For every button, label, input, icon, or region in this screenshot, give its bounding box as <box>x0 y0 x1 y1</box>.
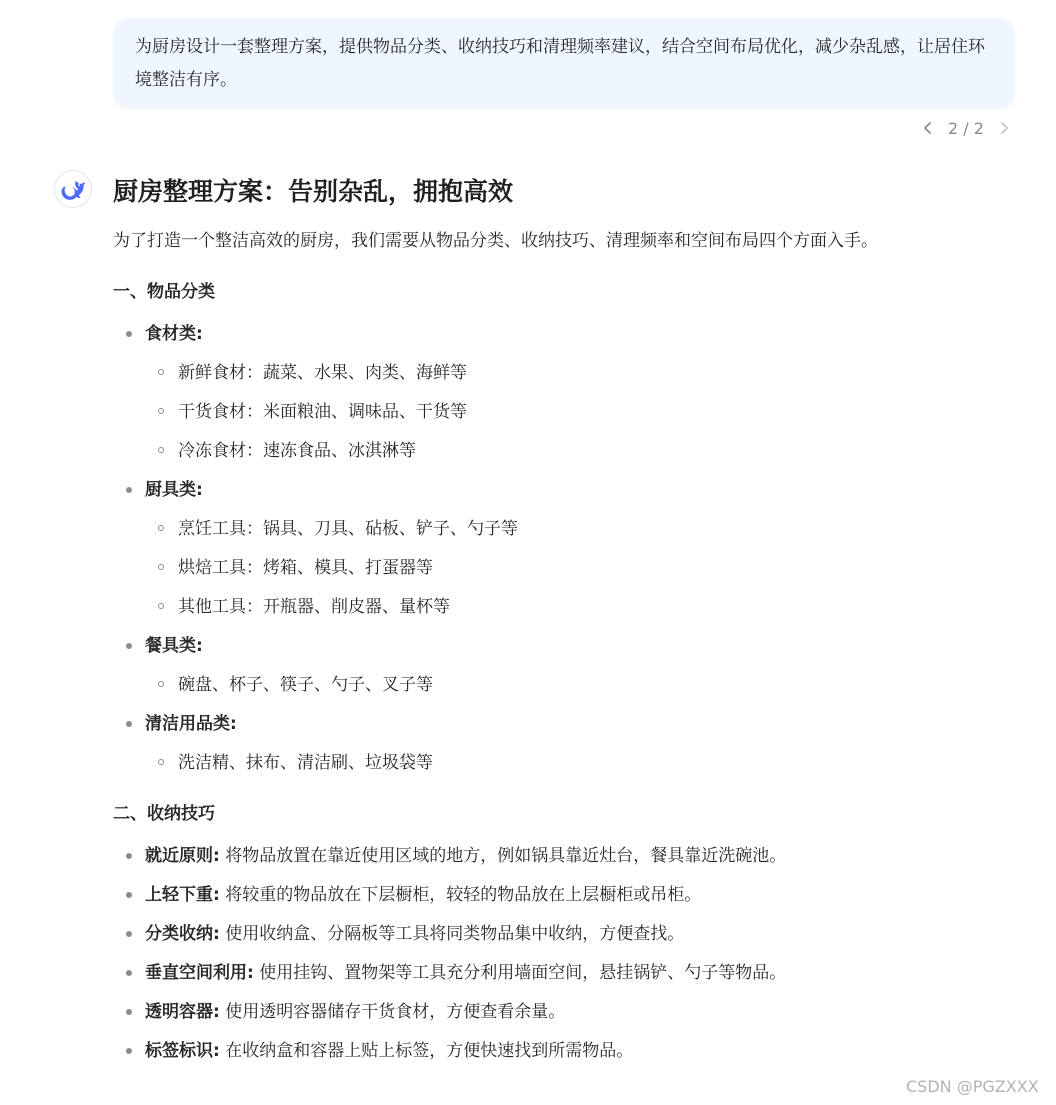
tip-term: 标签标识: <box>145 1041 220 1061</box>
sub-list <box>145 670 1018 700</box>
tip-text: 使用收纳盒、分隔板等工具将同类物品集中收纳，方便查找。 <box>219 924 685 944</box>
sub-list <box>145 748 1018 778</box>
answer-title: 厨房整理方案：告别杂乱，拥抱高效 <box>113 177 514 206</box>
assistant-avatar <box>54 170 92 208</box>
list-item <box>113 709 1018 778</box>
sub-list <box>145 358 1018 466</box>
list-item <box>113 958 1018 988</box>
list-item <box>113 319 1018 466</box>
tip-text: 将较重的物品放在下层橱柜，较轻的物品放在上层橱柜或吊柜。 <box>219 885 702 905</box>
list-item: 烹饪工具：锅具、刀具、砧板、铲子、勺子等 <box>145 514 1018 544</box>
answer-intro: 为了打造一个整洁高效的厨房，我们需要从物品分类、收纳技巧、清理频率和空间布局四个方面入手。 <box>113 231 878 251</box>
category-label: 食材类: <box>145 324 203 344</box>
category-label: 餐具类: <box>145 636 203 656</box>
tip-text: 使用挂钩、置物架等工具充分利用墙面空间，悬挂锅铲、勺子等物品。 <box>253 963 787 983</box>
list-item <box>113 631 1018 700</box>
category-label: 清洁用品类: <box>145 714 237 734</box>
tip-text: 将物品放置在靠近使用区域的地方，例如锅具靠近灶台，餐具靠近洗碗池。 <box>219 846 787 866</box>
list-item <box>113 880 1018 910</box>
user-message-bubble <box>113 18 1015 109</box>
whale-logo-icon <box>60 178 86 200</box>
list-item: 干货食材：米面粮油、调味品、干货等 <box>145 397 1018 427</box>
list-item <box>113 1036 1018 1066</box>
tip-term: 分类收纳: <box>145 924 220 944</box>
list-item: 洗洁精、抹布、清洁刷、垃圾袋等 <box>145 748 1018 778</box>
section-heading-categories: 一、物品分类 <box>113 282 215 302</box>
tip-text: 在收纳盒和容器上贴上标签，方便快速找到所需物品。 <box>219 1041 634 1061</box>
chevron-left-icon[interactable] <box>920 120 936 136</box>
watermark: CSDN @PGZXXX <box>906 1077 1039 1096</box>
category-list <box>113 319 1018 778</box>
list-item: 碗盘、杯子、筷子、勺子、叉子等 <box>145 670 1018 700</box>
list-item <box>113 997 1018 1027</box>
section-heading-storage: 二、收纳技巧 <box>113 804 215 824</box>
storage-tips-list <box>113 841 1018 1066</box>
assistant-answer <box>113 172 1018 1066</box>
response-pager <box>920 117 1012 139</box>
user-message-text: 为厨房设计一套整理方案，提供物品分类、收纳技巧和清理频率建议，结合空间布局优化，减少杂乱感，让居住环境整洁有序。 <box>135 37 985 90</box>
category-label: 厨具类: <box>145 480 203 500</box>
tip-term: 上轻下重: <box>145 885 220 905</box>
chevron-right-icon[interactable] <box>996 120 1012 136</box>
tip-term: 垂直空间利用: <box>145 963 254 983</box>
list-item <box>113 841 1018 871</box>
sub-list <box>145 514 1018 622</box>
tip-text: 使用透明容器储存干货食材，方便查看余量。 <box>219 1002 566 1022</box>
list-item: 冷冻食材：速冻食品、冰淇淋等 <box>145 436 1018 466</box>
list-item: 其他工具：开瓶器、削皮器、量杯等 <box>145 592 1018 622</box>
pager-label: 2 / 2 <box>948 118 984 138</box>
list-item <box>113 475 1018 622</box>
tip-term: 就近原则: <box>145 846 220 866</box>
list-item: 烘焙工具：烤箱、模具、打蛋器等 <box>145 553 1018 583</box>
list-item <box>113 919 1018 949</box>
list-item: 新鲜食材：蔬菜、水果、肉类、海鲜等 <box>145 358 1018 388</box>
tip-term: 透明容器: <box>145 1002 220 1022</box>
